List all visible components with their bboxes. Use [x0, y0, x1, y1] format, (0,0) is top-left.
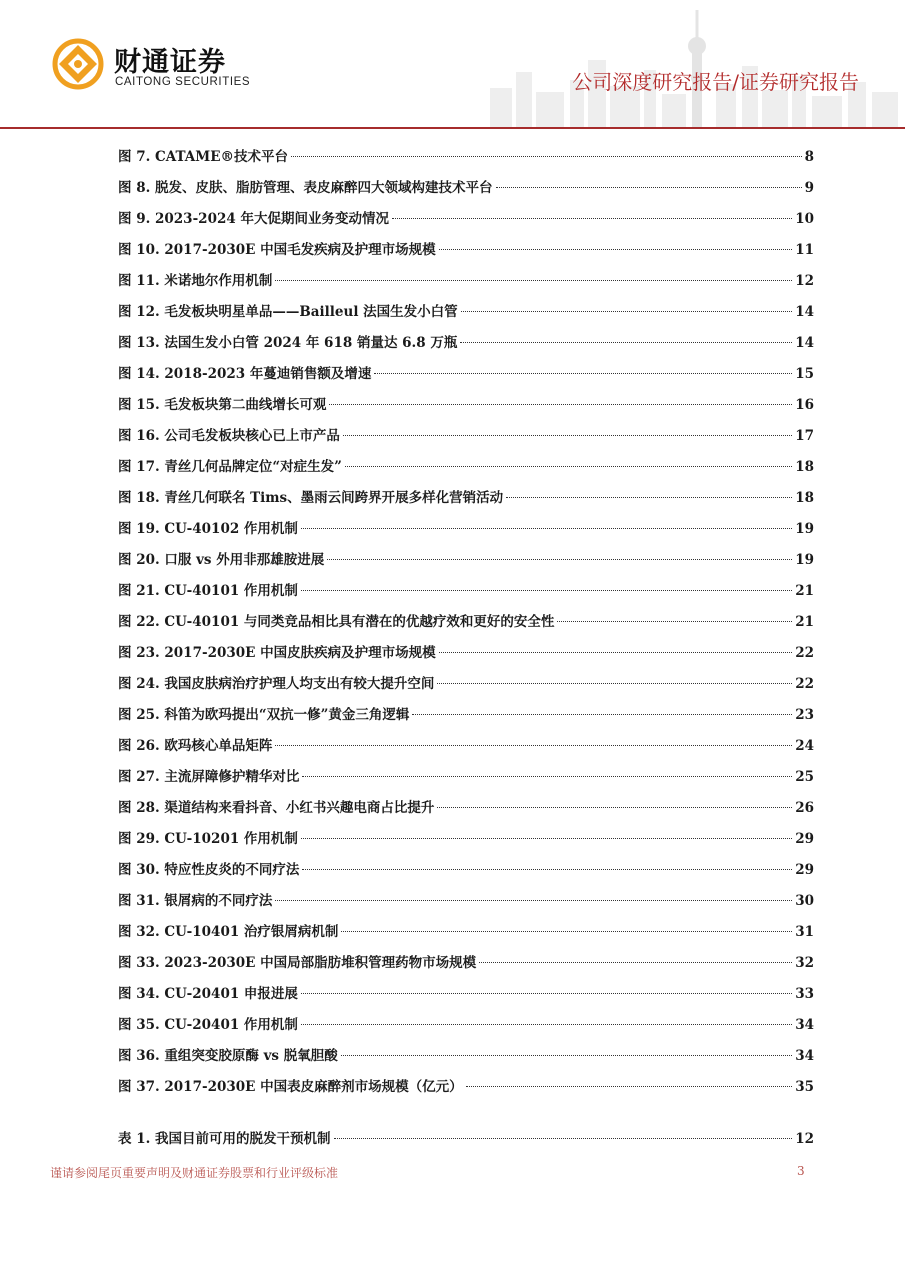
toc-entry[interactable]	[118, 855, 814, 886]
dot-leader	[301, 1024, 792, 1025]
toc-entry-page: 22	[795, 676, 814, 692]
toc-entry-page: 24	[795, 738, 814, 754]
toc-entry[interactable]	[118, 669, 814, 700]
toc-entry-label: 图 12. 毛发板块明星单品——Bailleul 法国生发小白管	[118, 304, 458, 320]
toc-entry-label: 图 14. 2018-2023 年蔓迪销售额及增速	[118, 366, 372, 382]
dot-leader	[341, 1055, 792, 1056]
toc-entry-page: 17	[795, 428, 814, 444]
toc-entry-label: 图 35. CU-20401 作用机制	[118, 1017, 298, 1033]
dot-leader	[345, 466, 792, 467]
dot-leader	[302, 776, 792, 777]
toc-entry-page: 34	[795, 1048, 814, 1064]
toc-entry-page: 9	[804, 180, 814, 196]
toc-entry-page: 15	[795, 366, 814, 382]
toc-entry-page: 29	[795, 831, 814, 847]
toc-entry-label: 图 32. CU-10401 治疗银屑病机制	[118, 924, 339, 940]
dot-leader	[275, 745, 792, 746]
toc-entry-label: 图 33. 2023-2030E 中国局部脂肪堆积管理药物市场规模	[118, 955, 477, 971]
report-type-title: 公司深度研究报告/证券研究报告	[572, 70, 859, 94]
toc-entry-label: 图 15. 毛发板块第二曲线增长可观	[118, 397, 327, 413]
toc-entry[interactable]	[118, 576, 814, 607]
toc-entry[interactable]	[118, 514, 814, 545]
toc-entry[interactable]	[118, 1124, 814, 1155]
toc-entry-page: 25	[795, 769, 814, 785]
dot-leader	[374, 373, 792, 374]
toc-entry-label: 图 29. CU-10201 作用机制	[118, 831, 298, 847]
toc-entry[interactable]	[118, 421, 814, 452]
dot-leader	[301, 838, 792, 839]
dot-leader	[341, 931, 792, 932]
dot-leader	[301, 528, 792, 529]
toc-entry[interactable]	[118, 1010, 814, 1041]
toc-entry-page: 12	[795, 273, 814, 289]
toc-entry[interactable]	[118, 235, 814, 266]
toc-entry[interactable]	[118, 762, 814, 793]
toc-entry[interactable]	[118, 266, 814, 297]
toc-entry-page: 33	[795, 986, 814, 1002]
toc-entry-label: 图 10. 2017-2030E 中国毛发疾病及护理市场规模	[118, 242, 436, 258]
toc-entry-label: 图 20. 口服 vs 外用非那雄胺进展	[118, 552, 325, 568]
toc-entry[interactable]	[118, 886, 814, 917]
toc-entry-page: 16	[795, 397, 814, 413]
toc-entry-label: 图 25. 科笛为欧玛提出“双抗一修”黄金三角逻辑	[118, 707, 410, 723]
toc-entry[interactable]	[118, 483, 814, 514]
toc-entry-page: 18	[795, 490, 814, 506]
dot-leader	[334, 1138, 793, 1139]
dot-leader	[275, 900, 792, 901]
company-logo	[52, 38, 272, 98]
dot-leader	[506, 497, 792, 498]
toc-entry-page: 10	[795, 211, 814, 227]
page-header	[0, 0, 905, 132]
caitong-logo-icon	[52, 38, 104, 90]
toc-entry[interactable]	[118, 731, 814, 762]
toc-entry[interactable]	[118, 452, 814, 483]
dot-leader	[412, 714, 792, 715]
table-index-list	[118, 1124, 814, 1155]
toc-entry-label: 图 23. 2017-2030E 中国皮肤疾病及护理市场规模	[118, 645, 436, 661]
toc-entry-label: 图 27. 主流屏障修护精华对比	[118, 769, 300, 785]
toc-entry-label: 图 11. 米诺地尔作用机制	[118, 273, 273, 289]
dot-leader	[437, 683, 792, 684]
dot-leader	[329, 404, 792, 405]
dot-leader	[291, 156, 802, 157]
toc-entry[interactable]	[118, 328, 814, 359]
toc-entry[interactable]	[118, 142, 814, 173]
toc-entry-label: 图 8. 脱发、皮肤、脂肪管理、表皮麻醉四大领域构建技术平台	[118, 180, 493, 196]
toc-entry-page: 29	[795, 862, 814, 878]
toc-entry-label: 图 21. CU-40101 作用机制	[118, 583, 298, 599]
toc-entry[interactable]	[118, 1072, 814, 1103]
toc-entry[interactable]	[118, 824, 814, 855]
toc-entry-page: 31	[795, 924, 814, 940]
disclaimer-note: 谨请参阅尾页重要声明及财通证券股票和行业评级标准	[50, 1166, 339, 1180]
toc-entry-label: 图 36. 重组突变胶原酶 vs 脱氧胆酸	[118, 1048, 338, 1064]
toc-entry-label: 图 19. CU-40102 作用机制	[118, 521, 298, 537]
toc-entry-page: 19	[795, 552, 814, 568]
dot-leader	[479, 962, 792, 963]
toc-entry-page: 11	[795, 242, 814, 258]
toc-entry-page: 8	[804, 149, 814, 165]
toc-entry-page: 21	[795, 614, 814, 630]
logo-english-text: CAITONG SECURITIES	[115, 76, 251, 88]
toc-entry-page: 30	[795, 893, 814, 909]
toc-entry-label: 图 28. 渠道结构来看抖音、小红书兴趣电商占比提升	[118, 800, 435, 816]
toc-entry-page: 21	[795, 583, 814, 599]
toc-entry-label: 图 16. 公司毛发板块核心已上市产品	[118, 428, 340, 444]
dot-leader	[496, 187, 802, 188]
city-skyline-watermark	[420, 0, 905, 128]
toc-entry[interactable]	[118, 948, 814, 979]
header-divider	[0, 127, 905, 129]
toc-entry[interactable]	[118, 979, 814, 1010]
dot-leader	[437, 807, 792, 808]
dot-leader	[301, 590, 792, 591]
dot-leader	[557, 621, 792, 622]
toc-entry-label: 图 34. CU-20401 申报进展	[118, 986, 298, 1002]
dot-leader	[439, 249, 793, 250]
dot-leader	[275, 280, 792, 281]
toc-entry-label: 图 13. 法国生发小白管 2024 年 618 销量达 6.8 万瓶	[118, 335, 458, 351]
toc-entry-page: 22	[795, 645, 814, 661]
toc-entry-label: 图 37. 2017-2030E 中国表皮麻醉剂市场规模（亿元）	[118, 1079, 463, 1095]
toc-entry[interactable]	[118, 173, 814, 204]
toc-entry-label: 表 1. 我国目前可用的脱发干预机制	[118, 1131, 331, 1147]
dot-leader	[343, 435, 792, 436]
toc-entry[interactable]	[118, 638, 814, 669]
toc-entry-page: 18	[795, 459, 814, 475]
dot-leader	[301, 993, 792, 994]
toc-entry[interactable]	[118, 545, 814, 576]
toc-entry[interactable]	[118, 297, 814, 328]
toc-entry-label: 图 26. 欧玛核心单品矩阵	[118, 738, 273, 754]
toc-entry-page: 26	[795, 800, 814, 816]
toc-entry[interactable]	[118, 700, 814, 731]
toc-entry[interactable]	[118, 390, 814, 421]
toc-entry[interactable]	[118, 359, 814, 390]
toc-entry[interactable]	[118, 793, 814, 824]
toc-entry-page: 34	[795, 1017, 814, 1033]
dot-leader	[460, 342, 792, 343]
dot-leader	[466, 1086, 793, 1087]
dot-leader	[302, 869, 792, 870]
toc-entry[interactable]	[118, 917, 814, 948]
dot-leader	[439, 652, 793, 653]
toc-entry-page: 35	[795, 1079, 814, 1095]
toc-entry-page: 23	[795, 707, 814, 723]
toc-entry[interactable]	[118, 1041, 814, 1072]
toc-entry-label: 图 31. 银屑病的不同疗法	[118, 893, 273, 909]
toc-entry-label: 图 17. 青丝几何品牌定位“对症生发”	[118, 459, 342, 475]
toc-entry-page: 14	[795, 304, 814, 320]
toc-entry-label: 图 7. CATAME®技术平台	[118, 149, 288, 165]
dot-leader	[461, 311, 793, 312]
figure-index-list	[118, 142, 814, 1103]
toc-entry-label: 图 9. 2023-2024 年大促期间业务变动情况	[118, 211, 389, 227]
toc-entry-page: 32	[795, 955, 814, 971]
toc-entry-page: 19	[795, 521, 814, 537]
toc-entry-label: 图 30. 特应性皮炎的不同疗法	[118, 862, 300, 878]
dot-leader	[392, 218, 792, 219]
toc-entry-page: 14	[795, 335, 814, 351]
toc-entry-label: 图 22. CU-40101 与同类竞品相比具有潜在的优越疗效和更好的安全性	[118, 614, 555, 630]
toc-entry-page: 12	[795, 1131, 814, 1147]
toc-entry[interactable]	[118, 204, 814, 235]
logo-chinese-text: 财通证券	[114, 47, 226, 78]
toc-entry-label: 图 24. 我国皮肤病治疗护理人均支出有较大提升空间	[118, 676, 435, 692]
toc-entry[interactable]	[118, 607, 814, 638]
toc-entry-label: 图 18. 青丝几何联名 Tims、墨雨云间跨界开展多样化营销活动	[118, 490, 504, 506]
dot-leader	[327, 559, 792, 560]
page-number: 3	[797, 1164, 805, 1178]
